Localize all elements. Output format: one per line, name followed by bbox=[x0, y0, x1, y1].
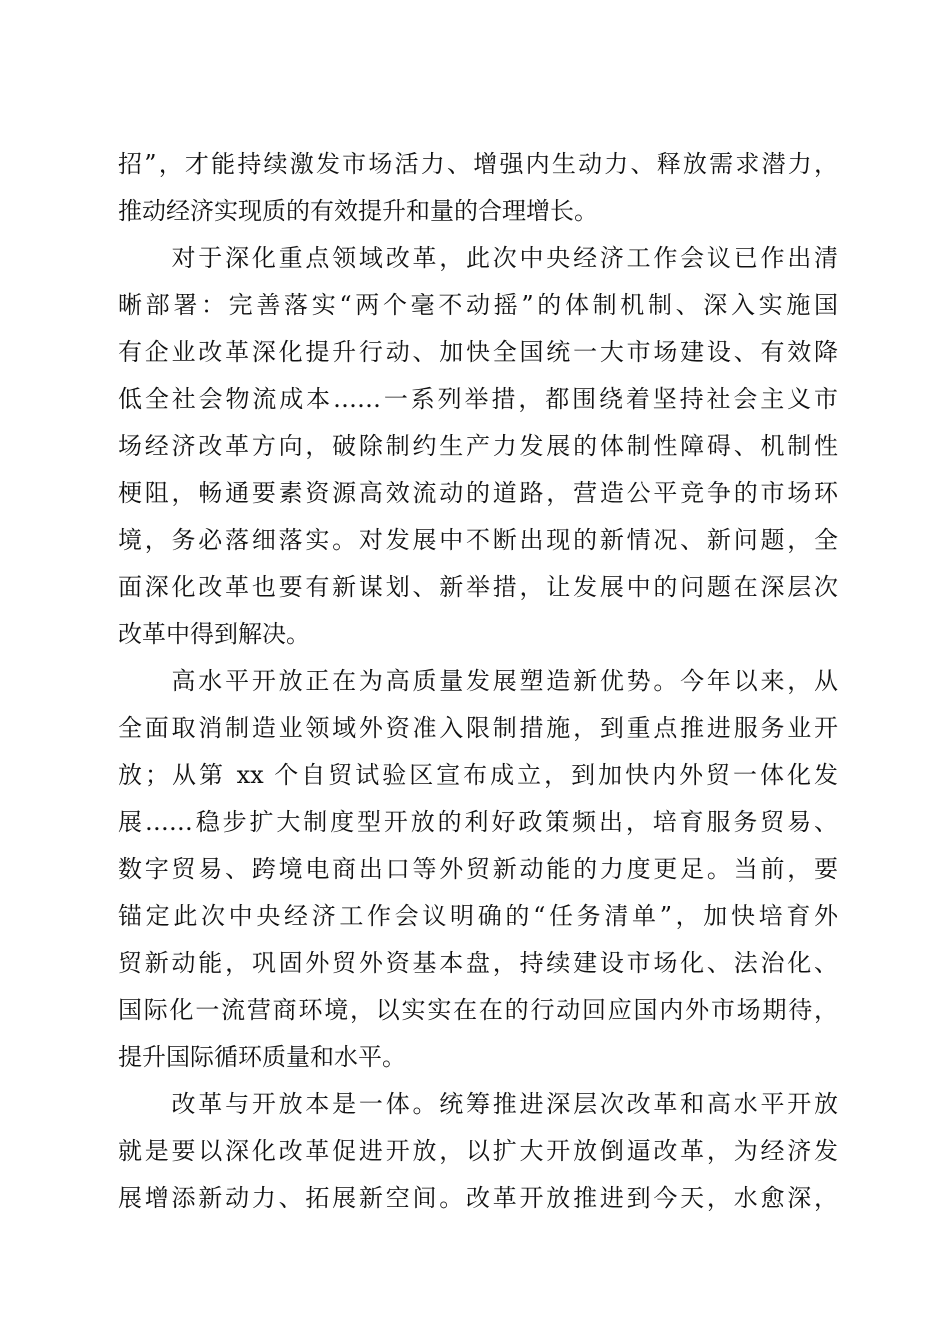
text-line: 贸新动能，巩固外贸外资基本盘，持续建设市场化、法治化、 bbox=[118, 949, 838, 977]
text-line: 提升国际循环质量和水平。 bbox=[118, 1043, 406, 1071]
text-line: 对于深化重点领域改革，此次中央经济工作会议已作出清 bbox=[118, 244, 838, 272]
text-line: 改革与开放本是一体。统筹推进深层次改革和高水平开放 bbox=[118, 1090, 838, 1118]
document-body bbox=[118, 141, 838, 1222]
text-line: 展……稳步扩大制度型开放的利好政策频出，培育服务贸易、 bbox=[118, 808, 838, 836]
text-line: 梗阻，畅通要素资源高效流动的道路，营造公平竞争的市场环 bbox=[118, 479, 838, 507]
text-line: 高水平开放正在为高质量发展塑造新优势。今年以来，从 bbox=[118, 667, 838, 695]
text-line: 有企业改革深化提升行动、加快全国统一大市场建设、有效降 bbox=[118, 338, 838, 366]
text-line: 展增添新动力、拓展新空间。改革开放推进到今天，水愈深， bbox=[118, 1184, 838, 1212]
text-line: 推动经济实现质的有效提升和量的合理增长。 bbox=[118, 197, 598, 225]
text-line: 就是要以深化改革促进开放，以扩大开放倒逼改革，为经济发 bbox=[118, 1137, 838, 1165]
text-line: 招”，才能持续激发市场活力、增强内生动力、释放需求潜力， bbox=[118, 150, 838, 178]
text-line: 场经济改革方向，破除制约生产力发展的体制性障碍、机制性 bbox=[118, 432, 838, 460]
paragraph bbox=[118, 235, 838, 658]
text-line: 面深化改革也要有新谋划、新举措，让发展中的问题在深层次 bbox=[118, 573, 838, 601]
text-line: 境，务必落细落实。对发展中不断出现的新情况、新问题，全 bbox=[118, 526, 838, 554]
text-line: 改革中得到解决。 bbox=[118, 620, 310, 648]
paragraph bbox=[118, 1081, 838, 1222]
text-line: 数字贸易、跨境电商出口等外贸新动能的力度更足。当前，要 bbox=[118, 855, 838, 883]
paragraph bbox=[118, 141, 838, 235]
text-line: 国际化一流营商环境，以实实在在的行动回应国内外市场期待， bbox=[118, 996, 838, 1024]
text-line: 锚定此次中央经济工作会议明确的“任务清单”，加快培育外 bbox=[118, 902, 838, 930]
text-line: 全面取消制造业领域外资准入限制措施，到重点推进服务业开 bbox=[118, 714, 838, 742]
text-line: 放；从第 xx 个自贸试验区宣布成立，到加快内外贸一体化发 bbox=[118, 761, 838, 789]
text-line: 低全社会物流成本……一系列举措，都围绕着坚持社会主义市 bbox=[118, 385, 838, 413]
text-line: 晰部署：完善落实“两个毫不动摇”的体制机制、深入实施国 bbox=[118, 291, 838, 319]
paragraph bbox=[118, 658, 838, 1081]
